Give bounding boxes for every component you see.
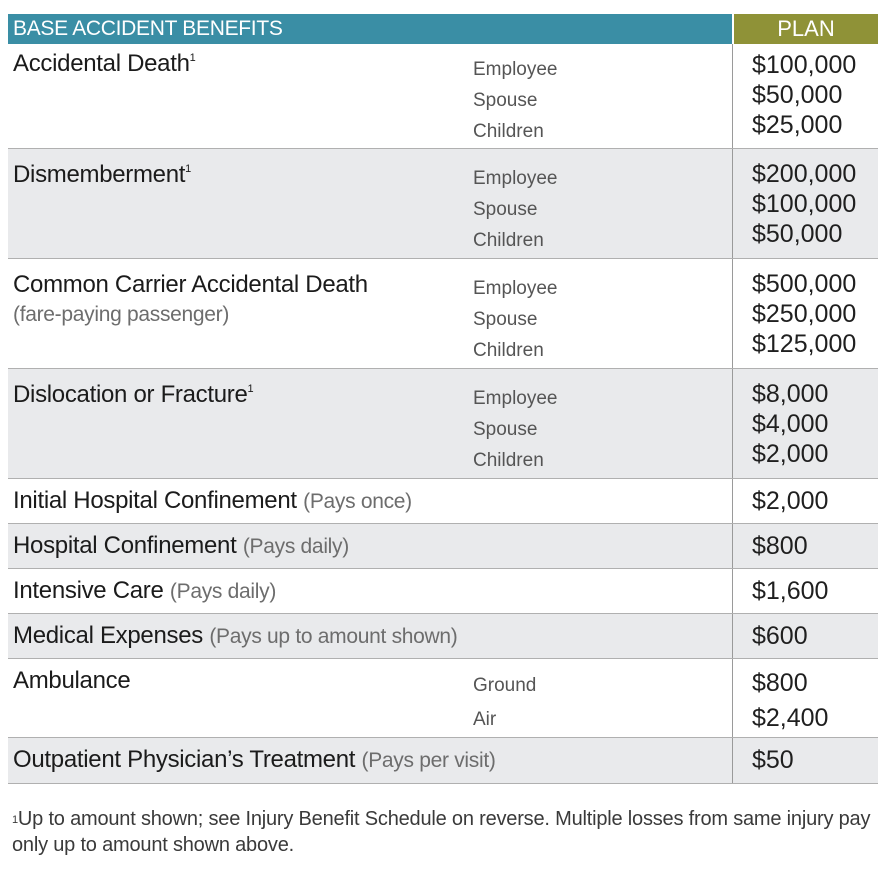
sub-children: Children xyxy=(473,340,544,361)
footnote-marker: 1 xyxy=(185,163,191,175)
sub-spouse: Spouse xyxy=(473,90,538,111)
benefit-name: Dismemberment xyxy=(13,161,186,188)
benefit-row-dismemberment xyxy=(8,149,878,259)
plan-value: $800 xyxy=(752,669,808,697)
sub-employee: Employee xyxy=(473,168,558,189)
benefit-name: Common Carrier Accidental Death xyxy=(13,271,368,298)
benefit-row-ambulance xyxy=(8,659,878,738)
sub-air: Air xyxy=(473,709,497,730)
benefit-row-common-carrier xyxy=(8,259,878,369)
benefit-name: Dislocation or Fracture xyxy=(13,381,248,408)
benefit-name: Accidental Death xyxy=(13,50,190,77)
benefit-note: (Pays up to amount shown) xyxy=(209,625,458,648)
plan-value: $100,000 xyxy=(752,190,857,218)
sub-ground: Ground xyxy=(473,675,537,696)
footnote-text: Up to amount shown; see Injury Benefit Schedule on reverse. Multiple losses from same injury pay only up to amount shown above. xyxy=(12,808,871,856)
sub-spouse: Spouse xyxy=(473,419,538,440)
footnote-marker: 1 xyxy=(12,814,18,826)
benefit-name: Hospital Confinement xyxy=(13,532,237,559)
benefit-name: Ambulance xyxy=(13,667,131,694)
benefit-note: (Pays daily) xyxy=(169,580,277,603)
plan-value: $50 xyxy=(752,746,794,774)
benefit-row-initial-hospital xyxy=(8,479,878,524)
plan-value: $2,000 xyxy=(752,440,829,468)
benefit-row-intensive-care xyxy=(8,569,878,614)
plan-value: $125,000 xyxy=(752,330,857,358)
benefit-note: (Pays daily) xyxy=(242,535,349,558)
plan-value: $8,000 xyxy=(752,380,829,408)
footnote-marker: 1 xyxy=(189,52,196,64)
benefits-table xyxy=(8,14,878,784)
benefit-row-outpatient xyxy=(8,738,878,784)
footnote-marker: 1 xyxy=(247,383,254,395)
plan-value: $250,000 xyxy=(752,300,857,328)
sub-children: Children xyxy=(473,230,544,251)
sub-children: Children xyxy=(473,450,544,471)
sub-spouse: Spouse xyxy=(473,199,538,220)
benefit-name: Medical Expenses xyxy=(13,622,203,649)
header-title: BASE ACCIDENT BENEFITS xyxy=(8,14,732,44)
plan-value: $600 xyxy=(752,622,808,650)
plan-value: $50,000 xyxy=(752,81,843,109)
plan-value: $800 xyxy=(752,532,808,560)
plan-value: $50,000 xyxy=(752,220,843,248)
benefit-name: Initial Hospital Confinement xyxy=(13,487,297,514)
sub-employee: Employee xyxy=(473,278,558,299)
plan-value: $2,000 xyxy=(752,487,829,515)
header-plan: PLAN xyxy=(732,14,878,44)
plan-value: $4,000 xyxy=(752,410,829,438)
benefit-name: Outpatient Physician’s Treatment xyxy=(13,746,356,773)
benefit-row-hospital-confinement xyxy=(8,524,878,569)
plan-value: $2,400 xyxy=(752,704,829,732)
benefit-name: Intensive Care xyxy=(13,577,164,604)
sub-children: Children xyxy=(473,121,544,142)
sub-spouse: Spouse xyxy=(473,309,538,330)
plan-value: $500,000 xyxy=(752,270,857,298)
plan-value: $1,600 xyxy=(752,577,829,605)
plan-value: $100,000 xyxy=(752,51,857,79)
benefit-row-medical-expenses xyxy=(8,614,878,659)
plan-value: $200,000 xyxy=(752,160,857,188)
benefit-note: (Pays once) xyxy=(303,490,412,513)
sub-employee: Employee xyxy=(473,59,558,80)
benefit-note: (Pays per visit) xyxy=(361,749,496,772)
sub-employee: Employee xyxy=(473,388,558,409)
table-header xyxy=(8,14,878,44)
benefit-row-accidental-death xyxy=(8,44,878,149)
benefit-row-dislocation xyxy=(8,369,878,479)
plan-value: $25,000 xyxy=(752,111,843,139)
benefit-note: (fare-paying passenger) xyxy=(13,303,230,326)
footnote xyxy=(12,806,882,858)
